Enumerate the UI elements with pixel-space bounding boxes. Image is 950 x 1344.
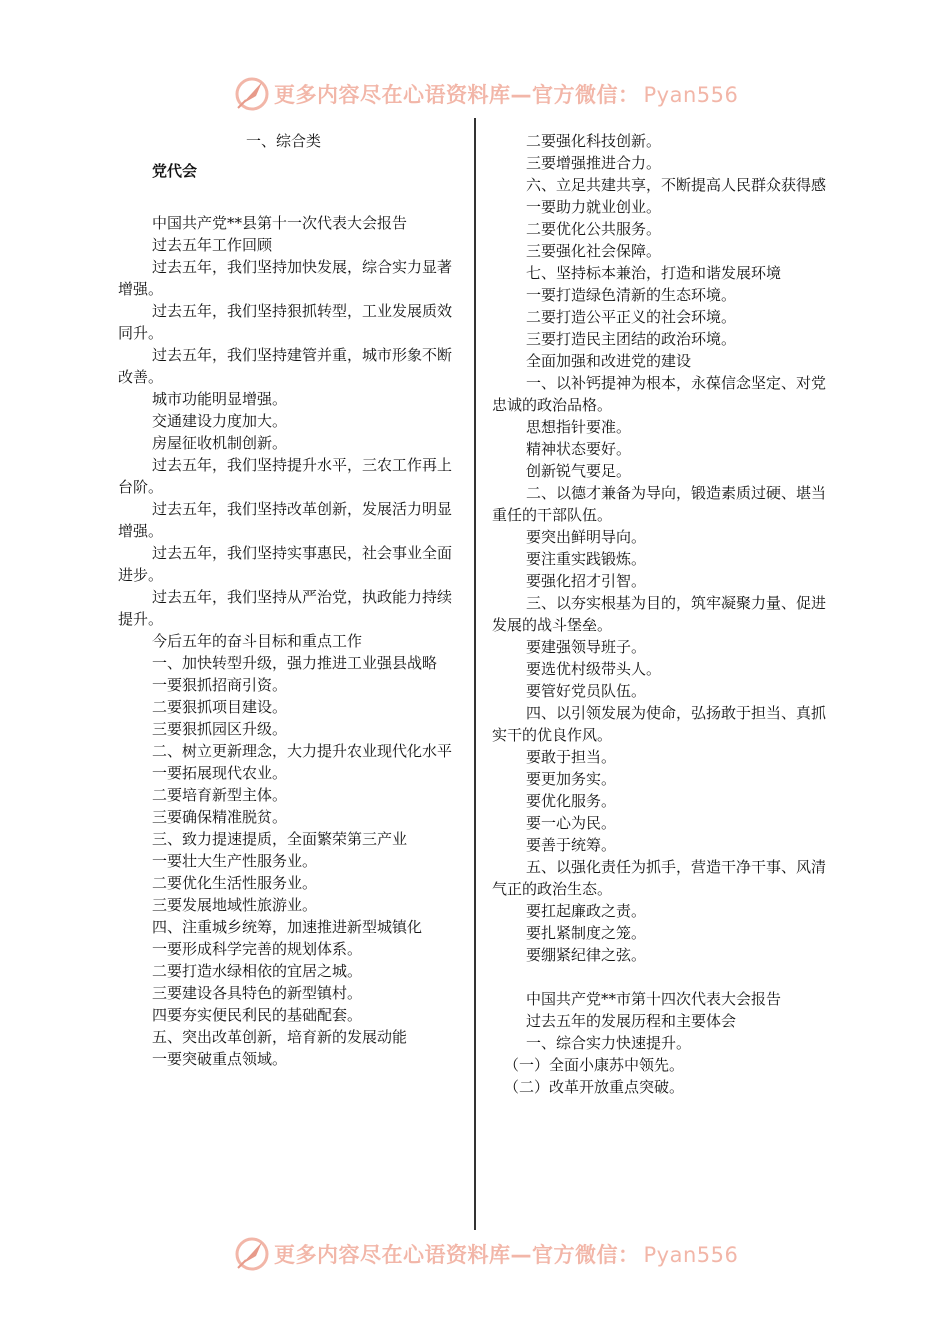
- right-column: [492, 130, 832, 1098]
- paragraph: 一、以补钙提神为根本，永葆信念坚定、对党忠诚的政治品格。: [492, 374, 827, 414]
- paragraph: 二要狠抓项目建设。: [152, 698, 288, 716]
- paragraph: 一要壮大生产性服务业。: [152, 852, 318, 870]
- paragraph: （一）全面小康苏中领先。: [504, 1056, 685, 1074]
- category-title: 党代会: [152, 162, 198, 180]
- paragraph: 一要狠抓招商引资。: [152, 676, 288, 694]
- paragraph: 过去五年的发展历程和主要体会: [526, 1012, 737, 1030]
- quill-logo-icon: [232, 1234, 272, 1274]
- paragraph: 要绷紧纪律之弦。: [526, 946, 647, 964]
- sub-items: [492, 1054, 832, 1098]
- paragraph: 要敢于担当。: [526, 748, 617, 766]
- paragraph: 房屋征收机制创新。: [152, 434, 288, 452]
- watermark-label: 更多内容尽在心语资料库—官方微信：: [274, 1243, 640, 1267]
- watermark-text: [274, 1239, 738, 1269]
- paragraph: 过去五年，我们坚持实事惠民，社会事业全面进步。: [118, 544, 453, 584]
- paragraph: 二要打造公平正义的社会环境。: [526, 308, 737, 326]
- paragraph: 三要建设各具特色的新型镇村。: [152, 984, 363, 1002]
- paragraph: 一要拓展现代农业。: [152, 764, 288, 782]
- paragraph: 三、致力提速提质，全面繁荣第三产业: [152, 830, 408, 848]
- left-paragraphs: [118, 212, 458, 1070]
- paragraph: 二要打造水绿相依的宜居之城。: [152, 962, 363, 980]
- watermark-banner: [232, 74, 738, 114]
- paragraph: 三要狠抓园区升级。: [152, 720, 288, 738]
- paragraph: 中国共产党**市第十四次代表大会报告: [526, 990, 782, 1008]
- paragraph: 三要增强推进合力。: [526, 154, 662, 172]
- paragraph: 七、坚持标本兼治，打造和谐发展环境: [526, 264, 782, 282]
- paragraph: 思想指针要准。: [526, 418, 632, 436]
- paragraph: 要突出鲜明导向。: [526, 528, 647, 546]
- paragraph: 四、以引领发展为使命，弘扬敢于担当、真抓实干的优良作风。: [492, 704, 827, 744]
- paragraph: 三要强化社会保障。: [526, 242, 662, 260]
- watermark-handle: Pyan556: [643, 83, 739, 107]
- paragraph: （二）改革开放重点突破。: [504, 1078, 685, 1096]
- paragraph: 要注重实践锻炼。: [526, 550, 647, 568]
- paragraph: 过去五年，我们坚持从严治党，执政能力持续提升。: [118, 588, 453, 628]
- watermark-label: 更多内容尽在心语资料库—官方微信：: [274, 83, 640, 107]
- paragraph: 要强化招才引智。: [526, 572, 647, 590]
- paragraph: 要更加务实。: [526, 770, 617, 788]
- paragraph: 五、以强化责任为抓手，营造干净干事、风清气正的政治生态。: [492, 858, 827, 898]
- paragraph: 一、综合实力快速提升。: [526, 1034, 692, 1052]
- paragraph: 三要打造民主团结的政治环境。: [526, 330, 737, 348]
- right-paragraphs: [492, 130, 832, 966]
- paragraph: 二要优化生活性服务业。: [152, 874, 318, 892]
- paragraph: 要善于统筹。: [526, 836, 617, 854]
- paragraph: 要选优村级带头人。: [526, 660, 662, 678]
- watermark-text: [274, 79, 738, 109]
- quill-logo-icon: [232, 74, 272, 114]
- paragraph: 六、立足共建共享，不断提高人民群众获得感: [526, 176, 827, 194]
- section-heading: 一、综合类: [246, 132, 322, 150]
- paragraph: 要管好党员队伍。: [526, 682, 647, 700]
- paragraph: 三要确保精准脱贫。: [152, 808, 288, 826]
- paragraph: 一要助力就业创业。: [526, 198, 662, 216]
- paragraph: 三、以夯实根基为目的，筑牢凝聚力量、促进发展的战斗堡垒。: [492, 594, 827, 634]
- second-report: [492, 988, 832, 1054]
- paragraph: 一、加快转型升级，强力推进工业强县战略: [152, 654, 438, 672]
- paragraph: 二、以德才兼备为导向，锻造素质过硬、堪当重任的干部队伍。: [492, 484, 827, 524]
- paragraph: 二要优化公共服务。: [526, 220, 662, 238]
- paragraph: 今后五年的奋斗目标和重点工作: [152, 632, 363, 650]
- paragraph: 全面加强和改进党的建设: [526, 352, 692, 370]
- watermark-banner-bottom: [232, 1234, 738, 1274]
- paragraph: 过去五年，我们坚持改革创新，发展活力明显增强。: [118, 500, 453, 540]
- paragraph: 精神状态要好。: [526, 440, 632, 458]
- paragraph: 城市功能明显增强。: [152, 390, 288, 408]
- paragraph: 要扛起廉政之责。: [526, 902, 647, 920]
- paragraph: 一要打造绿色清新的生态环境。: [526, 286, 737, 304]
- paragraph: 过去五年工作回顾: [152, 236, 273, 254]
- paragraph: 二要培育新型主体。: [152, 786, 288, 804]
- paragraph: 二、树立更新理念，大力提升农业现代化水平: [152, 742, 453, 760]
- paragraph: 过去五年，我们坚持加快发展，综合实力显著增强。: [118, 258, 453, 298]
- left-column: [118, 130, 458, 1070]
- paragraph: 要一心为民。: [526, 814, 617, 832]
- paragraph: 一要突破重点领域。: [152, 1050, 288, 1068]
- paragraph: 要扎紧制度之笼。: [526, 924, 647, 942]
- paragraph: 五、突出改革创新，培育新的发展动能: [152, 1028, 408, 1046]
- paragraph: 过去五年，我们坚持建管并重，城市形象不断改善。: [118, 346, 453, 386]
- paragraph: 要建强领导班子。: [526, 638, 647, 656]
- paragraph: 中国共产党**县第十一次代表大会报告: [152, 214, 408, 232]
- paragraph: 要优化服务。: [526, 792, 617, 810]
- paragraph: 四、注重城乡统筹，加速推进新型城镇化: [152, 918, 423, 936]
- paragraph: 三要发展地域性旅游业。: [152, 896, 318, 914]
- paragraph: 一要形成科学完善的规划体系。: [152, 940, 363, 958]
- paragraph: 创新锐气要足。: [526, 462, 632, 480]
- paragraph: 四要夯实便民利民的基础配套。: [152, 1006, 363, 1024]
- watermark-handle: Pyan556: [643, 1243, 739, 1267]
- column-divider: [474, 118, 476, 1230]
- paragraph: 过去五年，我们坚持狠抓转型，工业发展质效同升。: [118, 302, 453, 342]
- paragraph: 二要强化科技创新。: [526, 132, 662, 150]
- paragraph: 交通建设力度加大。: [152, 412, 288, 430]
- paragraph: 过去五年，我们坚持提升水平，三农工作再上台阶。: [118, 456, 453, 496]
